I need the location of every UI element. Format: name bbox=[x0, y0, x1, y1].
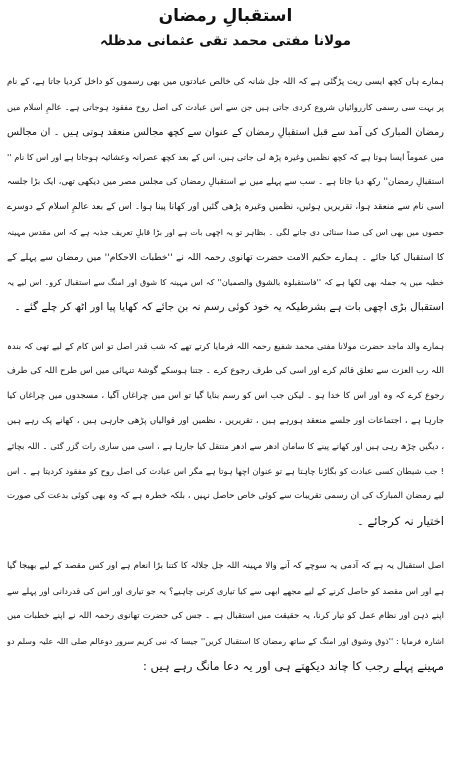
text-line: ہے اور اس مقصد کو حاصل کرنے کے لیے مجھے ابھی سے کیا تیاری کرنی چاہیے؟ یہ جو تیاری اور اس کی قدردانی اور پہلے سے bbox=[7, 586, 444, 596]
paragraph-1 bbox=[7, 70, 444, 320]
article-author: مولانا مفتی محمد تقی عثمانی مدظلہ bbox=[99, 33, 351, 49]
text-line: اللہ رب العزت سے تعلق قائم کرے اور اسی کی طرف رجوع کرے ۔ جتنا ہوسکے گوشۂ تنہائی میں اس طرح اللہ کی طرف bbox=[7, 366, 444, 376]
text-line: ! جب شیطان کسی عبادت کو بگاڑنا چاہتا ہے تو عنوان اچھا ہوتا ہے مگر اس عبادت کی اصل روح کو مفقود کردیتا ہے ۔ اس bbox=[7, 466, 444, 476]
text-line: رجوع کرے کہ وہ اور اس کا خدا ہو ۔ لیکن جب اس کو رسم بنایا گیا تو اس میں چراغاں آگیا ، مسجدوں میں چراغاں کیا bbox=[7, 391, 444, 401]
text-line: پر بہت سی رسمی کارروائیاں شروع کردی جاتی ہیں جن سے اس عبادت کی اصل روح مفقود ہوجاتی ہے۔ عالمِ اسلام میں bbox=[7, 102, 444, 112]
paragraph-spacer bbox=[7, 320, 444, 334]
text-line: خطبہ میں یہ جملہ بھی لکھا ہے کہ ''فاستقبلوہ بالشوق والصمیان'' کہ اس مہینہ کا شوق اور امنگ سے استقبال کرو۔ اس لیے یہ bbox=[7, 278, 444, 287]
text-line: استقبالِ رمضان'' رکھ دیا جاتا ہے ۔ سب سے پہلے میں نے استقبالِ رمضان کی مجلس مصر میں دیکھی تھی، ایک بڑا جلسہ bbox=[7, 177, 444, 187]
text-line: میں عموماً ایسا ہوتا ہے کہ کچھ نظمیں وغیرہ پڑھ لی جاتی ہیں، اس کے بعد کچھ عصرانہ وعشائیہ ہوجاتا ہے اور اس کا نام '' bbox=[7, 152, 444, 162]
text-line: اصل استقبال یہ ہے کہ آدمی یہ سوچے کہ آنے والا مہینہ اللہ جل جلالہ کا کتنا بڑا انعام ہے اور کس مقصد کے لیے بھیجا گیا bbox=[7, 561, 444, 571]
text-line: استقبال بڑی اچھی بات ہے بشرطیکہ یہ خود کوئی رسم نہ بن جائے کہ کھایا پیا اور اٹھ کر چلے گئے ۔ bbox=[14, 301, 444, 313]
text-line: ہمارے ہاں کچھ ایسی ریت پڑگئی ہے کہ اللہ جل شانہ کی خالص عبادتوں میں بھی رسموں کو داخل کردیا جاتا ہے، کے نام bbox=[7, 77, 444, 87]
text-line: مہینے پہلے رجب کا چاند دیکھتے ہی اور یہ دعا مانگ رہے ہیں : bbox=[142, 659, 444, 673]
article-title: استقبالِ رمضان bbox=[158, 6, 293, 26]
text-line: کا استقبال کیا جائے ۔ ہمارے حکیم الامت حضرت تھانوی رحمہ اللہ نے ''خطبات الاحکام'' میں رمضان سے پہلے کے bbox=[7, 252, 444, 263]
paragraph-spacer bbox=[7, 534, 444, 554]
paragraph-2 bbox=[7, 334, 444, 534]
text-line: جارہا ہے ، اجتماعات اور جلسے منعقد ہورہے ہیں ، تقریریں ، نظمیں اور قوالیاں پڑھی جارہی ہیں ، کھانے پک رہے ہیں bbox=[7, 416, 444, 426]
text-line: اسی نام سے منعقد ہوا، تقریریں ہوئیں، نظمیں وغیرہ پڑھی گئیں اور کھانا پینا ہوا۔ اس کے بعد عالمِ اسلام کے دوسرے bbox=[7, 202, 444, 212]
text-line: اختیار نہ کرجائے ۔ bbox=[356, 514, 444, 528]
article-page bbox=[7, 4, 444, 679]
text-line: ، دیگیں چڑھ رہی ہیں اور کھانے پینے کا سامان ادھر سے ادھر منتقل کیا جارہا ہے ، اسی میں ساری رات گزر گئی ۔ اللہ بچائے bbox=[7, 441, 444, 451]
text-line: لیے رمضان المبارک کی ان رسمی تقریبات سے کوئی خاص حاصل نہیں ، بلکہ خطرہ ہے کہ وہ بھی کوئی بدعت کی صورت bbox=[7, 491, 444, 501]
text-line: اشارہ فرمایا : ''ذوق وشوق اور امنگ کے ساتھ رمضان کا استقبال کریں'' جیسا کہ نبی کریم سرور دوعالم صلی اللہ علیہ وسلم دو bbox=[7, 637, 444, 646]
text-line: حصوں میں بھی اس کی صدا سنائی دی جانے لگی ۔ بظاہر تو یہ اچھی بات ہے اور بڑا قابلِ تعریف جذبہ ہے کہ اس مقدس مہینہ bbox=[7, 228, 444, 237]
text-line: رمضان المبارک کی آمد سے قبل استقبالِ رمضان کے عنوان سے کچھ مجالس منعقد ہوتی ہیں ۔ ان مجالس bbox=[7, 127, 444, 138]
text-line: اپنے ذہن اور نظام عمل کو تیار کرنا، یہ حقیقت میں استقبال ہے ۔ جس کی حضرت تھانوی رحمہ اللہ نے اپنے خطبات میں bbox=[7, 611, 444, 621]
text-line: ہمارے والد ماجد حضرت مولانا مفتی محمد شفیع رحمہ اللہ فرمایا کرتے تھے کہ شب قدر اصل تو اس کام کے لیے تھی کہ بندہ bbox=[7, 341, 444, 351]
paragraph-3 bbox=[7, 554, 444, 679]
